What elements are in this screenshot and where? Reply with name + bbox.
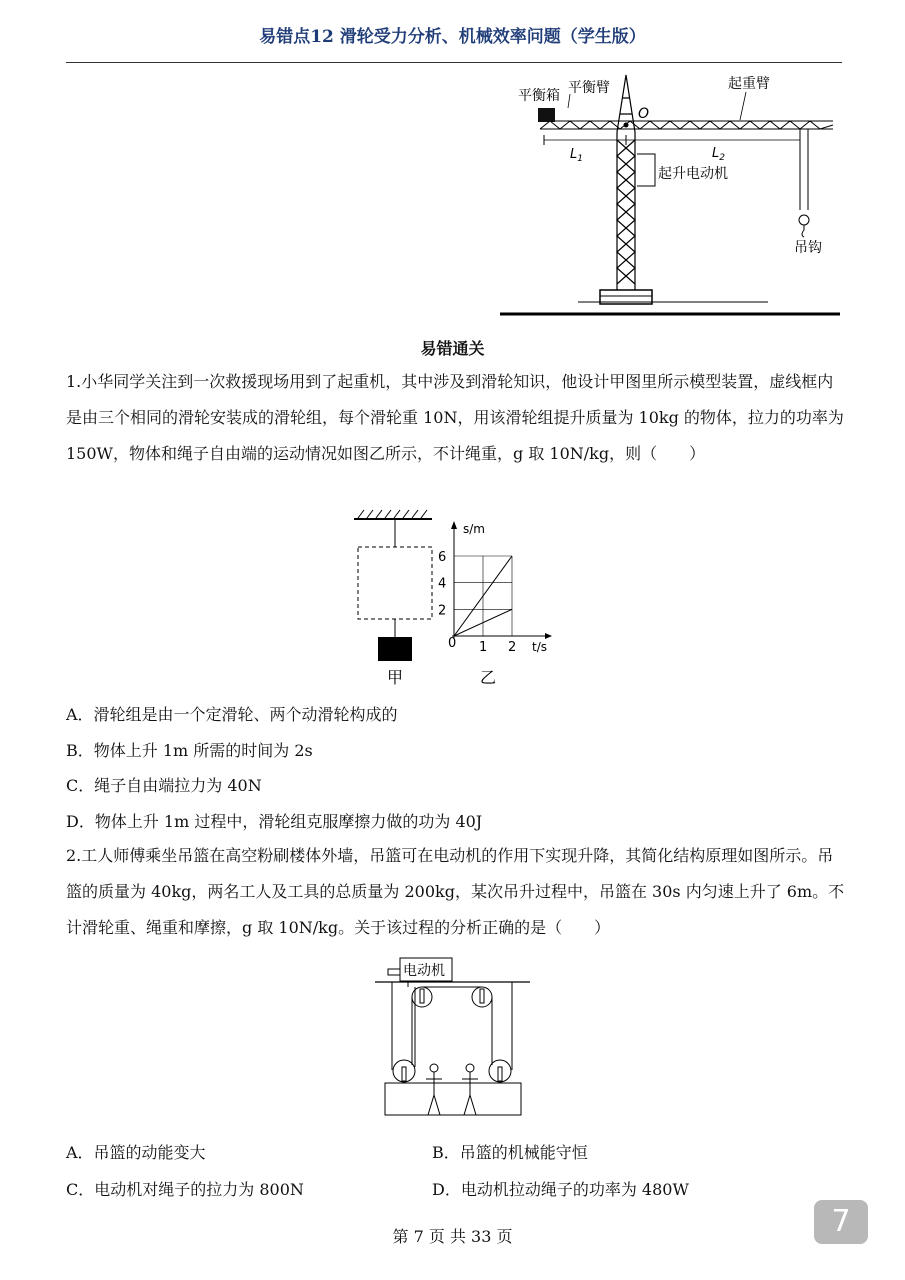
q1-option-a: A．滑轮组是由一个定滑轮、两个动滑轮构成的	[66, 705, 398, 724]
x-axis-label: t/s	[532, 640, 547, 654]
q2-option-c: C．电动机对绳子的拉力为 800N	[66, 1180, 304, 1199]
label-l2: $L_2$	[712, 146, 725, 163]
pivot-point	[624, 123, 629, 128]
question-2-text: 2.工人师傅乘坐吊篮在高空粉刷楼体外墙，吊篮可在电动机的作用下实现升降，其简化结构原理如图所示。吊篮的质量为 40kg，两名工人及工具的总质量为 200kg，某次吊升过程中，吊篮在 30s 内匀速上升了 6m。不计滑轮重、绳重和摩擦，g 取 10N/kg。关于该过程的分析正确的是（ ）	[66, 846, 845, 937]
worker-left	[426, 1064, 442, 1115]
section-title: 易错通关	[420, 339, 485, 358]
q1-option-c: C．绳子自由端拉力为 40N	[66, 776, 262, 795]
hook-pulley	[799, 215, 809, 225]
y-tick-label-2: 2	[438, 603, 447, 619]
label-hoist-motor: 起升电动机	[658, 166, 728, 182]
weight-block	[378, 637, 412, 661]
q2-option-b: B．吊篮的机械能守恒	[432, 1143, 588, 1162]
pulley-set-dashed-box	[358, 547, 432, 619]
question-1-text: 1.小华同学关注到一次救援现场用到了起重机，其中涉及到滑轮知识，他设计甲图里所示模型装置，虚线框内是由三个相同的滑轮安装成的滑轮组，每个滑轮重 10N，用该滑轮组提升质量为 10kg 的物体，拉力的功率为 150W，物体和绳子自由端的运动情况如图乙所示，不计绳重，g 取 10N/kg，则（ ）	[66, 372, 844, 463]
page-number-badge: 7	[814, 1200, 868, 1244]
x-axis-arrow	[545, 633, 552, 639]
x-tick-label-1: 1	[479, 640, 488, 655]
motor-label: 电动机	[403, 963, 445, 979]
question-1-figure	[340, 505, 570, 695]
question-2-figure	[370, 955, 540, 1120]
x-tick-label-2: 2	[508, 640, 517, 655]
q1-option-d: D．物体上升 1m 过程中，滑轮组克服摩擦力做的功为 40J	[66, 812, 483, 831]
ropes	[392, 982, 512, 1070]
tower-crane-figure	[500, 70, 845, 320]
crane-mast	[617, 75, 635, 290]
y-axis-arrow	[451, 521, 457, 529]
top-pulley-right	[472, 987, 492, 1007]
counterweight-box	[538, 108, 555, 122]
y-axis-label: s/m	[463, 522, 485, 536]
q2-option-a: A．吊篮的动能变大	[66, 1143, 206, 1162]
label-balance-arm: 平衡臂	[568, 80, 610, 96]
label-jia: 甲	[387, 668, 404, 687]
y-tick-label-4: 4	[438, 576, 447, 592]
hanging-basket	[385, 1083, 521, 1115]
label-yi: 乙	[480, 668, 497, 687]
origin-label: 0	[448, 636, 457, 651]
hook-icon	[802, 225, 804, 237]
page-footer: 第 7 页 共 33 页	[392, 1227, 513, 1246]
s-t-graph	[438, 521, 552, 655]
label-l1: $L_1$	[570, 147, 583, 164]
q2-option-d: D．电动机拉动绳子的功率为 480W	[432, 1180, 689, 1199]
label-hook: 吊钩	[794, 240, 822, 256]
crane-jib	[540, 121, 833, 129]
q1-option-b: B．物体上升 1m 所需的时间为 2s	[66, 741, 313, 760]
page-header-title: 易错点12 滑轮受力分析、机械效率问题（学生版）	[259, 27, 646, 47]
header-divider	[66, 62, 842, 63]
label-boom: 起重臂	[728, 76, 770, 92]
label-counterweight: 平衡箱	[518, 88, 560, 104]
label-pivot: O	[638, 106, 650, 122]
worker-right	[462, 1064, 478, 1115]
y-tick-label-6: 6	[438, 550, 447, 565]
